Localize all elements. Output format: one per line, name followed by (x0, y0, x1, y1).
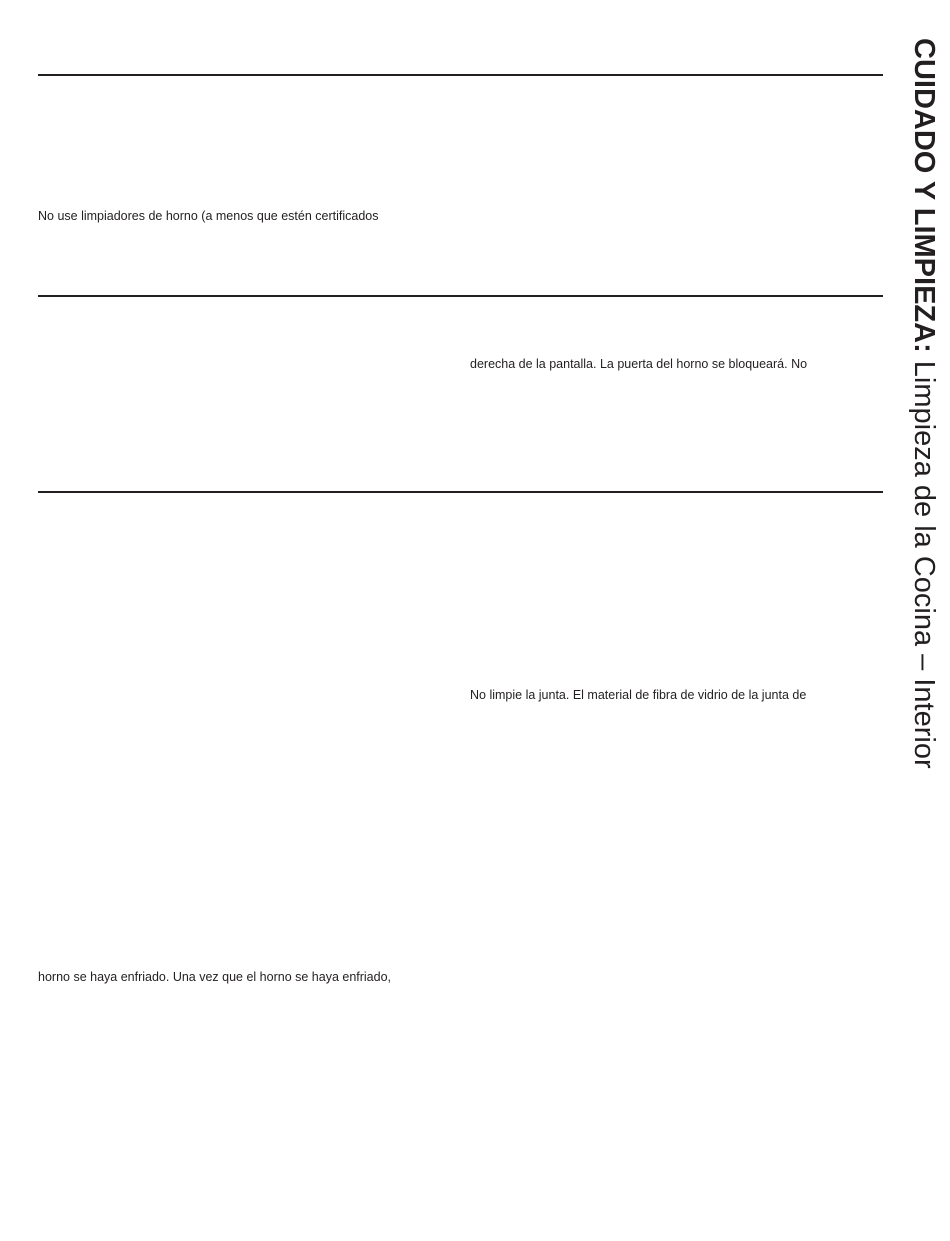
text-oven-cleaners-note: No use limpiadores de horno (a menos que estén certificados (38, 209, 379, 223)
section-divider-middle (38, 295, 883, 297)
text-oven-cooled-note: horno se haya enfriado. Una vez que el horno se haya enfriado, (38, 970, 392, 984)
text-gasket-note: No limpie la junta. El material de fibra de vidrio de la junta de (470, 688, 807, 702)
section-divider-top (38, 74, 883, 76)
side-title-bold: CUIDADO Y LIMPIEZA: (908, 38, 940, 353)
side-title-light: Limpieza de la Cocina – Interior (908, 352, 940, 769)
text-door-lock-note: derecha de la pantalla. La puerta del horno se bloqueará. No (470, 357, 808, 371)
side-section-title (904, 38, 944, 868)
section-divider-lower (38, 491, 883, 493)
